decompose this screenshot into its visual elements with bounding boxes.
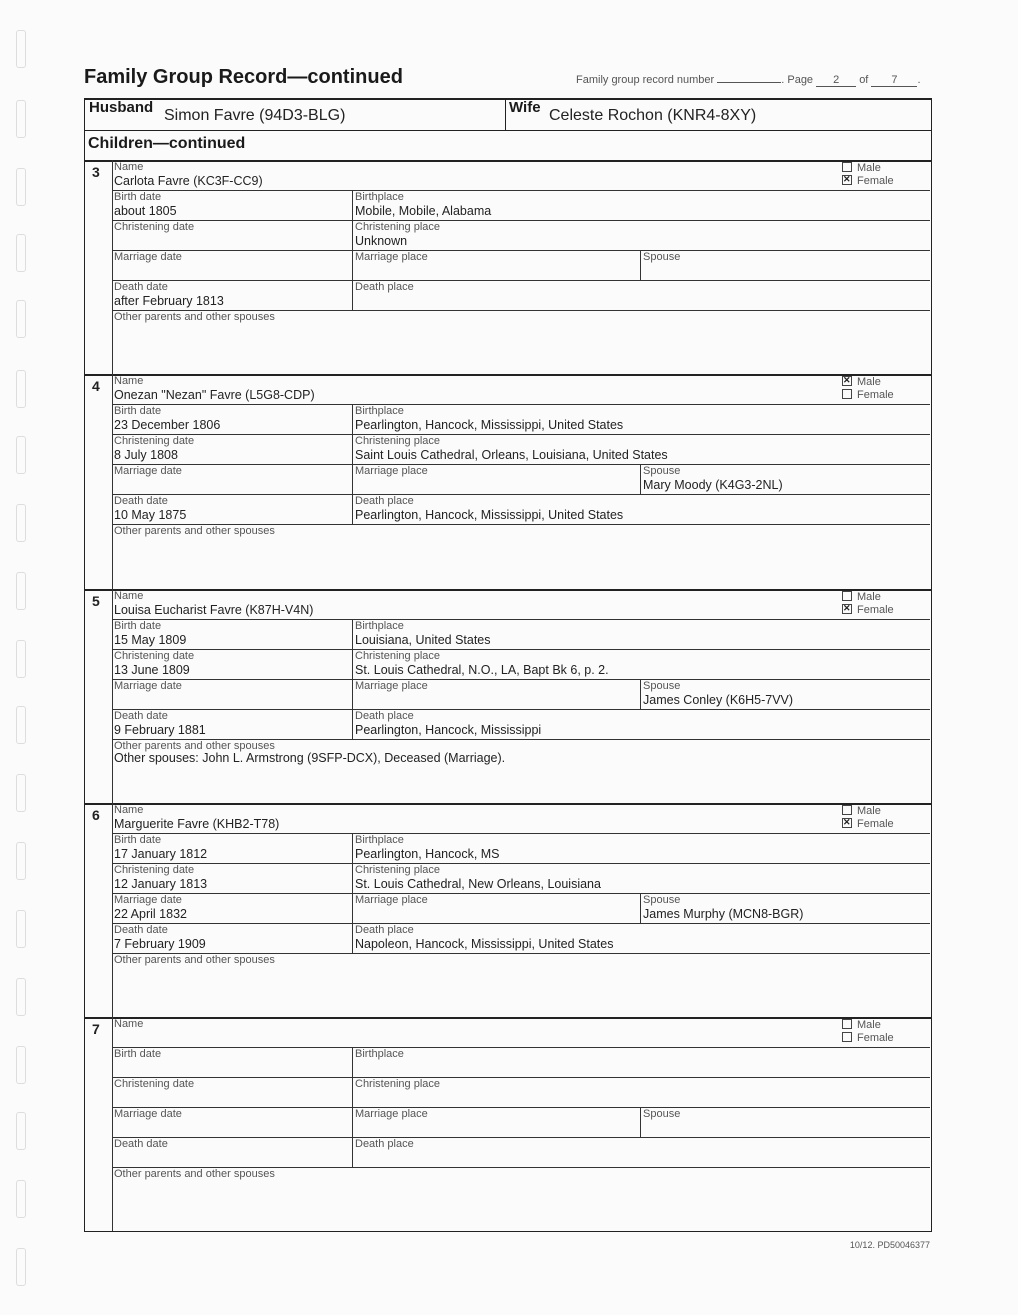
name-label: Name xyxy=(114,375,144,387)
female-label: Female xyxy=(857,604,894,616)
column-divider xyxy=(640,893,641,923)
death-date-value: 9 February 1881 xyxy=(114,723,206,737)
female-label: Female xyxy=(857,818,894,830)
row-line xyxy=(112,619,930,620)
spouse-label: Spouse xyxy=(643,251,681,263)
column-divider xyxy=(352,833,353,863)
husband-label: Husband xyxy=(89,99,154,116)
birth-date-value: about 1805 xyxy=(114,204,177,218)
row-line xyxy=(112,1077,930,1078)
birthplace-label: Birthplace xyxy=(355,620,404,632)
record-number-label: Family group record number xyxy=(576,74,715,86)
row-line xyxy=(112,649,930,650)
female-option xyxy=(842,604,894,616)
column-divider xyxy=(352,280,353,310)
birth-date-label: Birth date xyxy=(114,191,162,203)
checked-box-icon xyxy=(842,175,852,185)
marriage-place-label: Marriage place xyxy=(355,680,428,692)
binder-hole xyxy=(16,168,26,206)
other-label: Other parents and other spouses xyxy=(114,954,275,966)
wife-label: Wife xyxy=(509,99,541,116)
christening-date-label: Christening date xyxy=(114,1078,195,1090)
row-line xyxy=(112,1107,930,1108)
page-title: Family Group Record—continued xyxy=(84,66,403,88)
male-option xyxy=(842,591,881,603)
binder-hole xyxy=(16,100,26,138)
other-label: Other parents and other spouses xyxy=(114,525,275,537)
child-number: 3 xyxy=(92,164,100,180)
row-line xyxy=(112,679,930,680)
male-label: Male xyxy=(857,162,881,174)
death-date-label: Death date xyxy=(114,710,168,722)
row-line xyxy=(112,280,930,281)
child-name: Onezan "Nezan" Favre (L5G8-CDP) xyxy=(114,388,315,402)
husband-name: Simon Favre (94D3-BLG) xyxy=(164,107,346,124)
birth-date-label: Birth date xyxy=(114,1048,162,1060)
other-label: Other parents and other spouses xyxy=(114,740,275,752)
spouse-value: James Conley (K6H5-7VV) xyxy=(643,693,794,707)
christening-place-value: St. Louis Cathedral, New Orleans, Louisiana xyxy=(355,877,601,891)
column-divider xyxy=(640,1107,641,1137)
page-number: 2 xyxy=(816,74,856,87)
male-label: Male xyxy=(857,805,881,817)
page-label: Page xyxy=(787,74,814,86)
row-line xyxy=(112,464,930,465)
christening-date-label: Christening date xyxy=(114,221,195,233)
christening-place-label: Christening place xyxy=(355,650,440,662)
marriage-date-label: Marriage date xyxy=(114,251,182,263)
birth-date-value: 15 May 1809 xyxy=(114,633,187,647)
column-divider xyxy=(352,1077,353,1107)
unchecked-box-icon xyxy=(842,162,852,172)
form-code: 10/12. PD50046377 xyxy=(849,1240,930,1250)
birthplace-value: Louisiana, United States xyxy=(355,633,491,647)
row-line xyxy=(112,220,930,221)
male-option xyxy=(842,162,881,174)
name-label: Name xyxy=(114,161,144,173)
row-line xyxy=(112,1137,930,1138)
column-divider xyxy=(352,250,353,280)
child-separator xyxy=(84,374,932,376)
binder-hole xyxy=(16,370,26,408)
birth-date-label: Birth date xyxy=(114,620,162,632)
christening-place-label: Christening place xyxy=(355,864,440,876)
row-line xyxy=(112,190,930,191)
binder-hole xyxy=(16,1248,26,1286)
name-label: Name xyxy=(114,1018,144,1030)
checked-box-icon xyxy=(842,818,852,828)
binder-hole xyxy=(16,978,26,1016)
birth-date-value: 17 January 1812 xyxy=(114,847,208,861)
marriage-place-label: Marriage place xyxy=(355,1108,428,1120)
birthplace-label: Birthplace xyxy=(355,834,404,846)
child-name: Louisa Eucharist Favre (K87H-V4N) xyxy=(114,603,314,617)
christening-place-value: St. Louis Cathedral, N.O., LA, Bapt Bk 6, p. 2. xyxy=(355,663,609,677)
male-label: Male xyxy=(857,1019,881,1031)
birthplace-label: Birthplace xyxy=(355,191,404,203)
marriage-place-label: Marriage place xyxy=(355,251,428,263)
female-option xyxy=(842,1032,894,1044)
spouse-label: Spouse xyxy=(643,1108,681,1120)
binder-hole xyxy=(16,842,26,880)
wife-name: Celeste Rochon (KNR4-8XY) xyxy=(549,107,757,124)
binder-hole xyxy=(16,436,26,474)
child-inner-border xyxy=(112,160,113,374)
death-place-label: Death place xyxy=(355,710,414,722)
birthplace-value: Mobile, Mobile, Alabama xyxy=(355,204,492,218)
death-date-value: 7 February 1909 xyxy=(114,937,206,951)
spouse-label: Spouse xyxy=(643,465,681,477)
binder-hole xyxy=(16,30,26,68)
record-number-line: Family group record number . Page 2 of 7 . xyxy=(576,74,921,86)
row-line xyxy=(112,404,930,405)
christening-date-value: 12 January 1813 xyxy=(114,877,208,891)
christening-date-label: Christening date xyxy=(114,650,195,662)
column-divider xyxy=(352,220,353,250)
marriage-place-label: Marriage place xyxy=(355,894,428,906)
birthplace-value: Pearlington, Hancock, Mississippi, United States xyxy=(355,418,624,432)
male-option xyxy=(842,805,881,817)
child-name: Marguerite Favre (KHB2-T78) xyxy=(114,817,280,831)
child-separator xyxy=(84,1017,932,1019)
other-label: Other parents and other spouses xyxy=(114,311,275,323)
female-label: Female xyxy=(857,389,894,401)
birthplace-label: Birthplace xyxy=(355,405,404,417)
column-divider xyxy=(352,1047,353,1077)
spouse-value: Mary Moody (K4G3-2NL) xyxy=(643,478,783,492)
death-place-label: Death place xyxy=(355,495,414,507)
column-divider xyxy=(352,893,353,923)
death-place-label: Death place xyxy=(355,1138,414,1150)
death-place-label: Death place xyxy=(355,924,414,936)
birth-date-label: Birth date xyxy=(114,405,162,417)
binder-hole xyxy=(16,1046,26,1084)
spouse-label: Spouse xyxy=(643,680,681,692)
death-place-value: Pearlington, Hancock, Mississippi, United States xyxy=(355,508,624,522)
marriage-date-label: Marriage date xyxy=(114,894,182,906)
child-inner-border xyxy=(112,803,113,1017)
christening-place-label: Christening place xyxy=(355,1078,440,1090)
row-line xyxy=(112,494,930,495)
column-divider xyxy=(352,923,353,953)
female-label: Female xyxy=(857,1032,894,1044)
column-divider xyxy=(352,863,353,893)
column-divider xyxy=(640,464,641,494)
row-line xyxy=(112,434,930,435)
child-name: Carlota Favre (KC3F-CC9) xyxy=(114,174,263,188)
child-separator xyxy=(84,589,932,591)
unchecked-box-icon xyxy=(842,805,852,815)
marriage-date-label: Marriage date xyxy=(114,465,182,477)
column-divider xyxy=(352,190,353,220)
other-value: Other spouses: John L. Armstrong (9SFP-DCX), Deceased (Marriage). xyxy=(114,751,506,765)
child-inner-border xyxy=(112,589,113,803)
unchecked-box-icon xyxy=(842,389,852,399)
child-inner-border xyxy=(112,1017,113,1231)
row-line xyxy=(112,833,930,834)
child-number: 4 xyxy=(92,378,100,394)
of-label: of xyxy=(859,74,869,86)
child-number: 7 xyxy=(92,1021,100,1037)
female-option xyxy=(842,818,894,830)
death-date-label: Death date xyxy=(114,1138,168,1150)
row-line xyxy=(112,863,930,864)
binder-hole xyxy=(16,774,26,812)
male-option xyxy=(842,1019,881,1031)
checked-box-icon xyxy=(842,604,852,614)
marriage-place-label: Marriage place xyxy=(355,465,428,477)
child-inner-border xyxy=(112,374,113,589)
binder-hole xyxy=(16,234,26,272)
female-option xyxy=(842,175,894,187)
row-line xyxy=(112,709,930,710)
male-option xyxy=(842,376,881,388)
unchecked-box-icon xyxy=(842,1019,852,1029)
spouse-label: Spouse xyxy=(643,894,681,906)
binder-hole xyxy=(16,640,26,678)
column-divider xyxy=(640,679,641,709)
name-label: Name xyxy=(114,804,144,816)
christening-place-label: Christening place xyxy=(355,435,440,447)
death-place-value: Napoleon, Hancock, Mississippi, United States xyxy=(355,937,614,951)
binder-hole xyxy=(16,910,26,948)
death-date-value: after February 1813 xyxy=(114,294,224,308)
christening-place-label: Christening place xyxy=(355,221,440,233)
column-divider xyxy=(352,1107,353,1137)
child-number: 5 xyxy=(92,593,100,609)
christening-date-label: Christening date xyxy=(114,864,195,876)
binder-hole xyxy=(16,300,26,338)
unchecked-box-icon xyxy=(842,591,852,601)
column-divider xyxy=(352,709,353,739)
binder-hole xyxy=(16,1112,26,1150)
binder-hole xyxy=(16,706,26,744)
death-date-label: Death date xyxy=(114,924,168,936)
binder-hole xyxy=(16,1180,26,1218)
birth-date-label: Birth date xyxy=(114,834,162,846)
binder-hole xyxy=(16,504,26,542)
marriage-date-label: Marriage date xyxy=(114,1108,182,1120)
death-place-value: Pearlington, Hancock, Mississippi xyxy=(355,723,542,737)
unchecked-box-icon xyxy=(842,1032,852,1042)
column-divider xyxy=(352,434,353,464)
child-separator xyxy=(84,160,932,162)
row-line xyxy=(112,1047,930,1048)
column-divider xyxy=(640,250,641,280)
death-date-value: 10 May 1875 xyxy=(114,508,187,522)
death-date-label: Death date xyxy=(114,281,168,293)
birthplace-label: Birthplace xyxy=(355,1048,404,1060)
death-place-label: Death place xyxy=(355,281,414,293)
row-line xyxy=(112,923,930,924)
child-separator xyxy=(84,803,932,805)
christening-date-value: 13 June 1809 xyxy=(114,663,190,677)
male-label: Male xyxy=(857,591,881,603)
christening-date-label: Christening date xyxy=(114,435,195,447)
column-divider xyxy=(352,679,353,709)
female-option xyxy=(842,389,894,401)
column-divider xyxy=(352,1137,353,1167)
marriage-date-label: Marriage date xyxy=(114,680,182,692)
column-divider xyxy=(352,494,353,524)
female-label: Female xyxy=(857,175,894,187)
male-label: Male xyxy=(857,376,881,388)
checked-box-icon xyxy=(842,376,852,386)
name-label: Name xyxy=(114,590,144,602)
birth-date-value: 23 December 1806 xyxy=(114,418,221,432)
column-divider xyxy=(352,619,353,649)
row-line xyxy=(112,250,930,251)
spouses-divider xyxy=(505,100,506,130)
christening-place-value: Unknown xyxy=(355,234,408,248)
column-divider xyxy=(352,464,353,494)
column-divider xyxy=(352,404,353,434)
christening-date-value: 8 July 1808 xyxy=(114,448,178,462)
christening-place-value: Saint Louis Cathedral, Orleans, Louisiana, United States xyxy=(355,448,668,462)
total-pages: 7 xyxy=(871,74,917,87)
section-title: Children—continued xyxy=(88,135,246,152)
row-line xyxy=(112,893,930,894)
binder-hole xyxy=(16,572,26,610)
other-label: Other parents and other spouses xyxy=(114,1168,275,1180)
marriage-date-value: 22 April 1832 xyxy=(114,907,187,921)
record-number-value xyxy=(717,82,781,83)
column-divider xyxy=(352,649,353,679)
child-number: 6 xyxy=(92,807,100,823)
death-date-label: Death date xyxy=(114,495,168,507)
spouse-value: James Murphy (MCN8-BGR) xyxy=(643,907,804,921)
birthplace-value: Pearlington, Hancock, MS xyxy=(355,847,500,861)
